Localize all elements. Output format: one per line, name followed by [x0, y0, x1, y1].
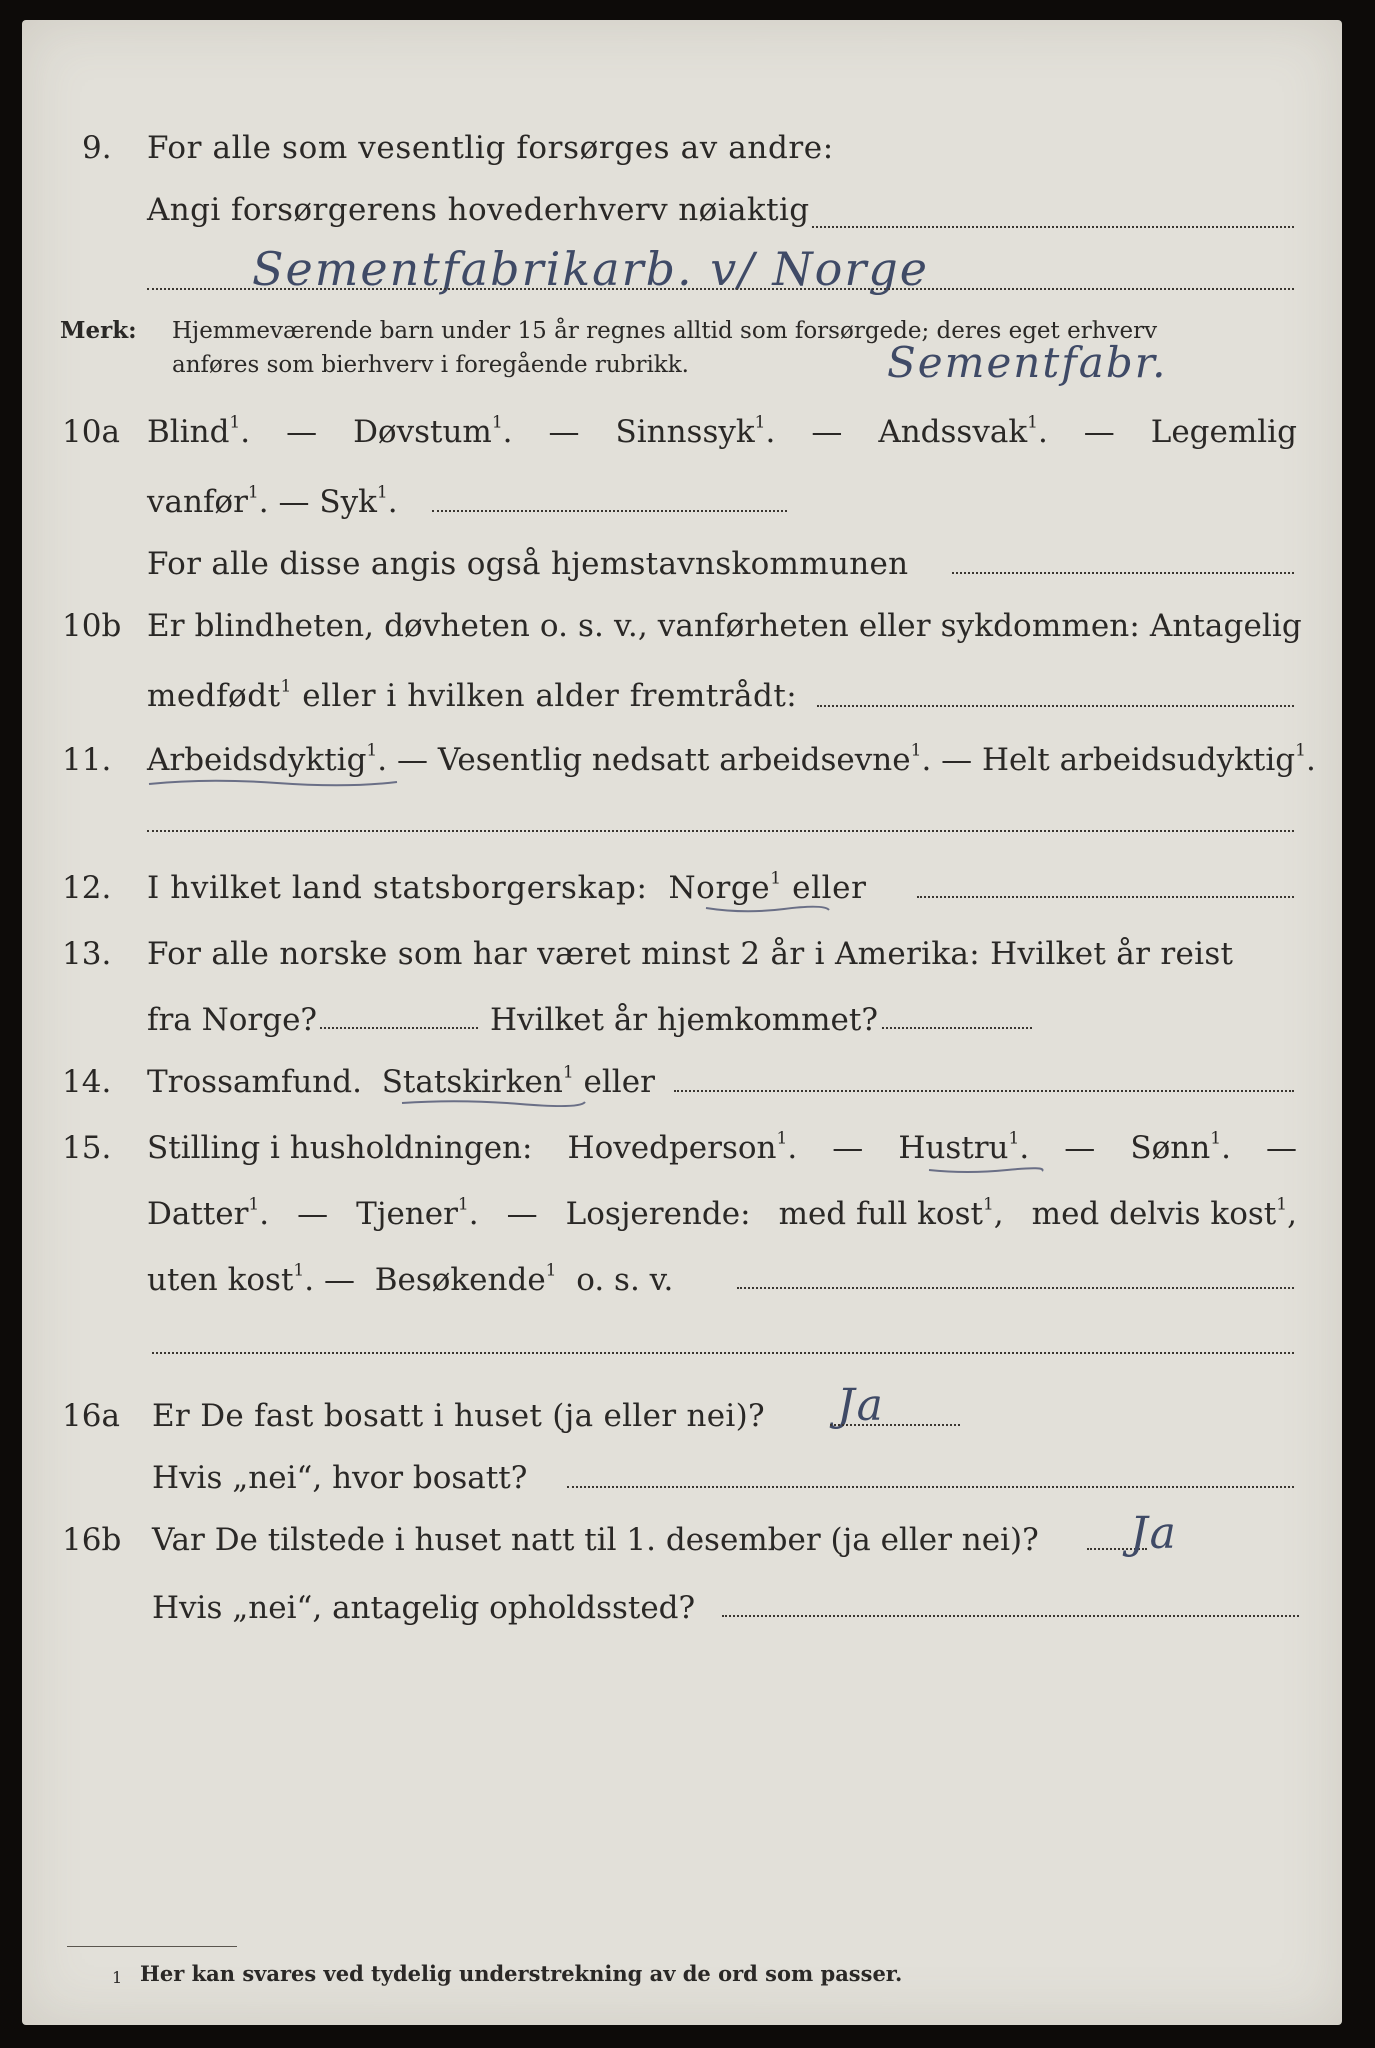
footnote-rule — [67, 1946, 237, 1947]
q10b-line-2-fill — [817, 705, 1294, 707]
merk-line-2: anføres som bierhverv i foregående rubrikk. — [172, 352, 689, 378]
q14-text: Trossamfund. Statskirken$^1$ eller — [147, 1062, 655, 1100]
dash: — — [1083, 414, 1115, 450]
q16b-opholdssted-fill — [722, 1615, 1299, 1617]
q10a-opt-dovstum: Døvstum$^1$. — [353, 412, 513, 450]
q16a-handwritten-answer: Ja — [837, 1380, 885, 1431]
q9-title: For alle som vesentlig forsørges av andre: — [147, 130, 834, 166]
census-form-page — [22, 20, 1342, 2025]
q10a-options — [147, 412, 1297, 452]
q10b-line-2: medfødt$^1$ eller i hvilken alder fremtrådt: — [147, 676, 798, 714]
q10a-number: 10a — [62, 414, 120, 450]
q10a-opt-blind: Blind$^1$. — [147, 412, 251, 450]
q16b-line-1: Var De tilstede i huset natt til 1. desember (ja eller nei)? — [152, 1522, 1039, 1558]
dash: — — [548, 414, 580, 450]
q10a-line-3: For alle disse angis også hjemstavnskommunen — [147, 546, 909, 582]
q16b-line-2: Hvis „nei“, antagelig opholdssted? — [152, 1590, 696, 1626]
q11-options: Arbeidsdyktig$^1$. — Vesentlig nedsatt arbeidsevne$^1$. — Helt arbeidsudyktig$^1$. — [147, 740, 1316, 778]
q10a-line-2-fill — [432, 510, 787, 512]
q15-opt-hustru: Hustru — [898, 1130, 1009, 1166]
q13-reist-fill — [320, 1027, 478, 1029]
q14-handwritten-underline — [400, 1094, 590, 1112]
q10a-opt-sinnssyk: Sinnssyk$^1$. — [615, 412, 776, 450]
merk-handwritten-answer: Sementfabr. — [887, 338, 1168, 387]
q15-line-2: Datter$^1$. — Tjener$^1$. — Losjerende: med full kost$^1$, med delvis kost$^1$, — [147, 1194, 1297, 1232]
q10b-number: 10b — [62, 608, 122, 644]
merk-label: Merk: — [60, 317, 137, 344]
q12-number: 12. — [62, 870, 112, 906]
q10b-line-1: Er blindheten, døvheten o. s. v., vanførheten eller sykdommen: Antagelig — [147, 608, 1302, 644]
dash: — — [811, 414, 843, 450]
q14-fill-line — [674, 1090, 1294, 1092]
q9-answer-line — [812, 226, 1294, 228]
q9-answer-line-2 — [147, 288, 1294, 290]
q16b-handwritten-answer: Ja — [1130, 1508, 1178, 1559]
q15-number: 15. — [62, 1130, 112, 1166]
q15-fill-line-2 — [152, 1352, 1294, 1354]
q14-number: 14. — [62, 1064, 112, 1100]
q10a-line-2: vanfør$^1$. — Syk$^1$. — [147, 482, 398, 520]
q13-line-1: For alle norske som har været minst 2 år i Amerika: Hvilket år reist — [147, 936, 1234, 972]
q16a-number: 16a — [62, 1398, 120, 1434]
q13-line-2a: fra Norge? — [147, 1002, 318, 1038]
q15-line-3: uten kost$^1$. — Besøkende$^1$ o. s. v. — [147, 1260, 674, 1298]
q11-handwritten-underline — [147, 774, 407, 794]
q14-opt-statskirken: Statskirken — [381, 1064, 563, 1100]
q10a-opt-andssvak: Andssvak$^1$. — [878, 412, 1048, 450]
q13-number: 13. — [62, 936, 112, 972]
q16a-answer-line — [830, 1424, 960, 1426]
q10a-line-3-fill — [952, 572, 1294, 574]
footnote-text: Her kan svares ved tydelig understrekning av de ord som passer. — [140, 1961, 903, 1986]
q16a-line-1: Er De fast bosatt i huset (ja eller nei)? — [152, 1398, 765, 1434]
q11-opt-arbeidsdyktig: Arbeidsdyktig — [147, 742, 367, 778]
q10a-opt-legemlig: Legemlig — [1150, 414, 1297, 450]
dash: — — [286, 414, 318, 450]
q13-line-2b: Hvilket år hjemkommet? — [490, 1002, 878, 1038]
merk-line-1: Hjemmeværende barn under 15 år regnes alltid som forsørgede; deres eget erhverv — [172, 318, 1158, 344]
q15-line-1: Stilling i husholdningen: Hovedperson$^1$. — Hustru$^1$. — Sønn$^1$. — — [147, 1128, 1297, 1166]
q16a-bosatt-fill — [567, 1486, 1294, 1488]
q13-hjemkommet-fill — [882, 1027, 1032, 1029]
q12-text: I hvilket land statsborgerskap: Norge$^1$ eller — [147, 868, 867, 906]
q9-handwritten-answer: Sementfabrikarb. v/ Norge — [252, 242, 929, 296]
q12-fill-line — [917, 896, 1294, 898]
q12-handwritten-underline — [704, 900, 834, 918]
q12-opt-norge: Norge — [668, 870, 771, 906]
q15-fill-line — [737, 1287, 1294, 1289]
footnote-mark: 1 — [112, 1968, 123, 1987]
q16b-number: 16b — [62, 1522, 122, 1558]
q16a-line-2: Hvis „nei“, hvor bosatt? — [152, 1460, 528, 1496]
q9-prompt: Angi forsørgerens hovederhverv nøiaktig — [147, 192, 810, 228]
q11-fill-line — [147, 830, 1294, 832]
q15-handwritten-underline — [927, 1162, 1047, 1180]
q9-number: 9. — [82, 130, 112, 166]
q11-number: 11. — [62, 742, 112, 778]
